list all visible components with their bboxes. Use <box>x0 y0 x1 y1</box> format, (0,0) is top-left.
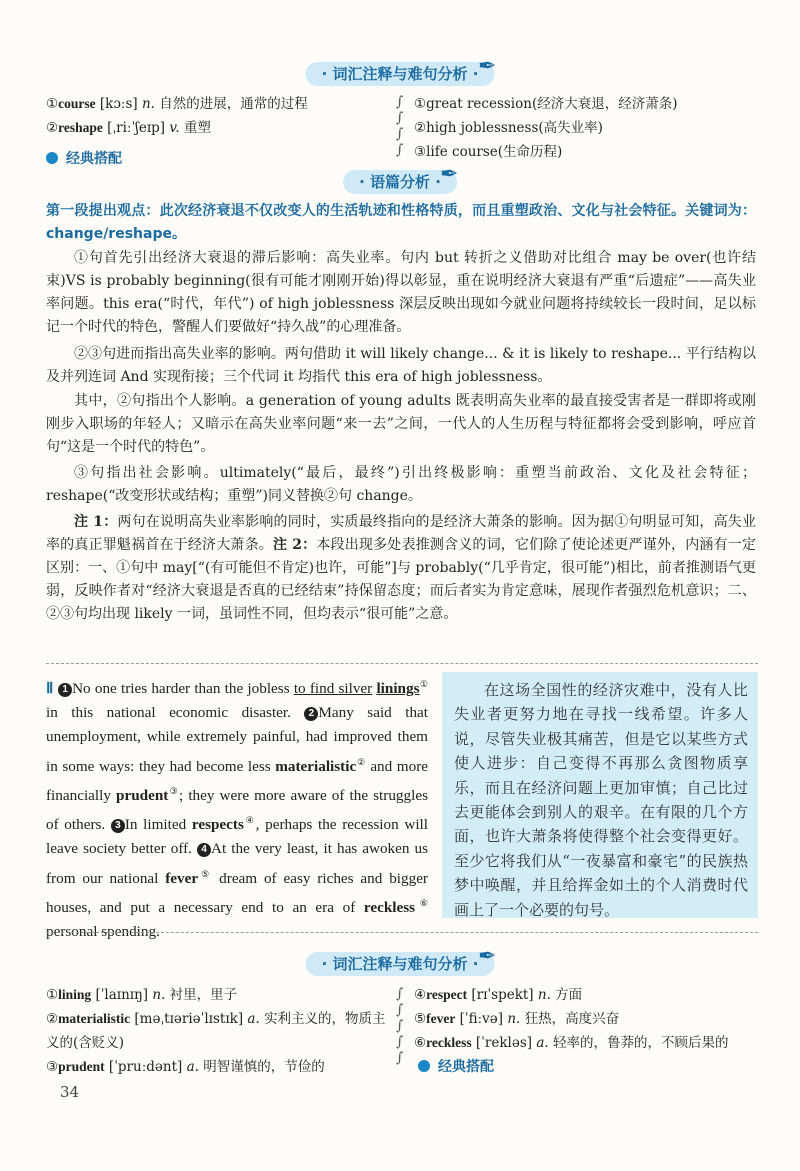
analysis-paragraph: ③句指出社会影响。ultimately(“最后，最终”)引出终极影响：重塑当前政治、文化及社会特征；reshape(“改变形状或结构；重塑”)同义替换②句 change。 <box>46 465 756 504</box>
vocab-entry: ③prudent [ˈpruːdənt] a. 明智谨慎的，节俭的 <box>46 1059 325 1075</box>
sentence-number: 1 <box>58 683 72 697</box>
phrase-list-1 <box>414 92 754 164</box>
analysis-notes: 注 1：两句在说明高失业率影响的同时，实质最终指向的是经济大萧条的影响。因为据①句明显可知，高失业率的真正罪魁祸首在于经济大萧条。注 2：本段出现多处表推测含义的词，它们除了使论述更严谨外，内涵有一定区别：一、①句中 may[“(有可能但不肯定)也许，可能”]与 probably(“几乎肯定，很可能”)相比，前者推测语气更弱，反映作者对“经济大衰退是否真的已经结束”持保留态度；而后者实为肯定意味，展现作者强烈危机意识；二、②③句均出现 likely 一词，虽词性不同，但均表示“很可能”之意。 <box>46 514 756 622</box>
wavy-divider: ∫ ∫ ∫ ∫ <box>396 94 404 158</box>
vocab-entry: ①course [kɔːs] n. 自然的进展，通常的过程 <box>46 96 308 112</box>
vocab-list-2 <box>46 983 386 1079</box>
quill-icon: ✒ <box>478 54 497 79</box>
vocab-entry: ①lining [ˈlaɪnɪŋ] n. 衬里，里子 <box>46 987 238 1003</box>
phrase-item: ①great recession(经济大衰退，经济萧条) <box>414 96 678 112</box>
section-banner-vocab <box>0 944 800 978</box>
vocab-entry: ②reshape [ˌriːˈʃeɪp] v. 重塑 <box>46 120 211 136</box>
quill-icon: ✒ <box>440 162 459 187</box>
vocab-entry: ②materialistic [məˌtɪəriəˈlɪstɪk] a. 实利主义的，物质主义的(含贬义) <box>46 1011 386 1051</box>
phrase-item: ③life course(生命历程) <box>414 144 563 160</box>
quill-icon: ✒ <box>478 944 497 969</box>
dashed-divider <box>46 932 758 933</box>
section-banner-vocab <box>0 54 800 88</box>
page-number: 34 <box>60 1083 80 1101</box>
phrase-item: ②high joblessness(高失业率) <box>414 120 603 136</box>
vocab-entry: ⑥reckless [ˈrekləs] a. 轻率的，鲁莽的，不顾后果的 <box>414 1035 729 1051</box>
bullet-icon <box>46 152 58 164</box>
analysis-paragraph: ②③句进而指出高失业率的影响。两句借助 it will likely change... & it is likely to reshape... 平行结构以及并列连词 And 实现衔接；三个代词 it 均指代 this era of high joblessness。 <box>46 346 756 385</box>
analysis-lead: 第一段提出观点：此次经济衰退不仅改变人的生活轨迹和性格特质，而且重塑政治、文化与社会特征。关键词为：change/reshape。 <box>46 203 756 242</box>
passage-text: Ⅱ 1 No one tries harder than the jobless to find silver linings① in this national economic disaster. 2 Many said that unemployment, while extremely painful, had improved them in some ways: they had become less materialistic② and more financially prudent③; they were more aware of the struggles of others. 3 In limited respects④, perhaps the recession will leave society better off. 4 At the very least, it has awoken us from our national fever⑤ dream of easy riches and bigger houses, and put a necessary end to an era of reckless⑥ personal spending. <box>46 679 429 941</box>
classic-collocation-heading: 经典搭配 <box>46 148 122 168</box>
classic-collocation-heading: 经典搭配 <box>418 1056 494 1076</box>
sentence-number: 2 <box>304 707 318 721</box>
section-banner-discourse <box>0 162 800 196</box>
translation-box <box>442 672 758 918</box>
translation-text: 在这场全国性的经济灾难中，没有人比失业者更努力地在寻找一线希望。许多人说，尽管失业极其痛苦，但是它以某些方式使人进步：自己变得不再那么贪图物质享乐，而且在经济问题上更加审慎；自己比过去更能体会到别人的艰辛。在有限的几个方面，也许大萧条将使得整个社会变得更好。至少它将我们从“一夜暴富和豪宅”的民族热梦中唤醒，并且给挥金如土的个人消费时代画上了一个必要的句号。 <box>454 681 748 919</box>
vocab-entry: ⑤fever [ˈfiːvə] n. 狂热，高度兴奋 <box>414 1011 620 1027</box>
sentence-number: 3 <box>111 819 125 833</box>
vocab-entry: ④respect [rɪˈspekt] n. 方面 <box>414 987 583 1003</box>
banner-title: · 语篇分析 · <box>343 170 457 194</box>
banner-title: · 词汇注释与难句分析 · <box>306 952 495 976</box>
analysis-paragraph: 其中，②句指出个人影响。a generation of young adults 既表明高失业率的最直接受害者是一群即将或刚刚步入职场的年轻人；又暗示在高失业率问题“来一去”之间，一代人的人生历程与特征都将会受到影响，呼应首句“这是一个时代的特色”。 <box>46 393 756 455</box>
bullet-icon <box>418 1060 430 1072</box>
banner-title: · 词汇注释与难句分析 · <box>306 62 495 86</box>
vocab-list-3 <box>414 983 758 1055</box>
vocab-list-1 <box>46 92 386 140</box>
sentence-number: 4 <box>197 843 211 857</box>
section-numeral: Ⅱ <box>46 680 54 698</box>
wavy-divider: ∫ ∫ ∫ ∫ ∫ <box>396 986 404 1066</box>
analysis-paragraph: ①句首先引出经济大衰退的滞后影响：高失业率。句内 but 转折之义借助对比组合 may be over(也许结束)VS is probably beginning(很有可能才刚刚开始)得以彰显，重在说明经济大衰退有严重“后遗症”——高失业率问题。this era(“时代，年代”) of high joblessness 深层反映出现如今就业问题将持续较长一段时间，足以标记一个时代的特色，警醒人们要做好“持久战”的心理准备。 <box>46 250 756 335</box>
dashed-divider <box>46 663 758 664</box>
